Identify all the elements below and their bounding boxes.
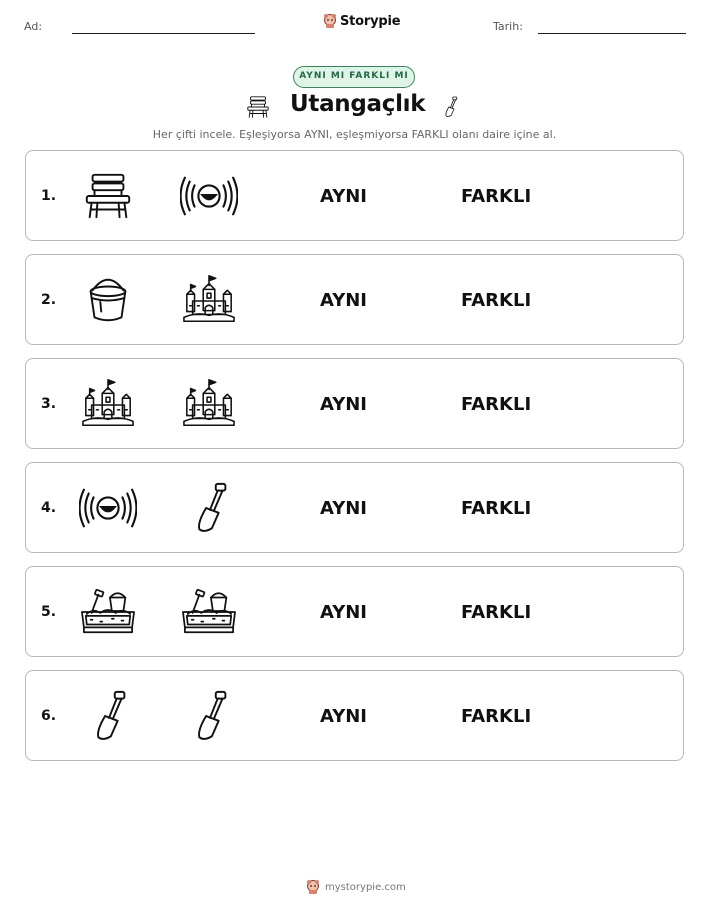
option-different[interactable]: FARKLI [461,498,532,519]
brand-logo [323,13,400,29]
exercise-row-5 [25,566,684,657]
exercise-row-1 [25,150,684,241]
footer-site[interactable]: mystorypie.com [325,881,406,893]
exercise-row-4 [25,462,684,553]
title-row [0,91,709,125]
row-number: 6. [41,708,57,724]
exercise-row-6 [25,670,684,761]
option-different[interactable]: FARKLI [461,602,532,623]
exercise-row-3 [25,358,684,449]
shovel-icon [438,91,462,123]
option-different[interactable]: FARKLI [461,290,532,311]
row-number: 5. [41,604,57,620]
date-label: Tarih: [493,20,523,33]
sound-icon [79,481,137,535]
row-number: 3. [41,396,57,412]
sandbox-icon [180,585,238,639]
sandbox-icon [79,585,137,639]
storypie-mascot-icon [323,13,337,29]
footer [306,879,406,895]
instructions: Her çifti incele. Eşleşiyorsa AYNI, eşleşmiyorsa FARKLI olanı daire içine al. [152,128,557,141]
shovel-icon [180,689,238,743]
row-number: 1. [41,188,57,204]
row-number: 2. [41,292,57,308]
name-label: Ad: [24,20,43,33]
shovel-icon [79,689,137,743]
option-different[interactable]: FARKLI [461,394,532,415]
option-same[interactable]: AYNI [320,394,368,415]
bench-icon [244,94,272,120]
sandcastle-icon [79,377,137,431]
storypie-mascot-icon [306,879,320,895]
sandcastle-icon [180,377,238,431]
option-same[interactable]: AYNI [320,290,368,311]
option-different[interactable]: FARKLI [461,186,532,207]
option-same[interactable]: AYNI [320,498,368,519]
option-same[interactable]: AYNI [320,186,368,207]
bench-icon [79,169,137,223]
date-field[interactable] [538,33,686,34]
bucket-icon [79,273,137,327]
brand-name: Storypie [340,13,401,29]
worksheet-type-badge: AYNI MI FARKLI MI [293,66,415,88]
option-same[interactable]: AYNI [320,706,368,727]
option-different[interactable]: FARKLI [461,706,532,727]
exercise-row-2 [25,254,684,345]
sandcastle-icon [180,273,238,327]
page-title: Utangaçlık [290,91,426,117]
sound-icon [180,169,238,223]
name-field[interactable] [72,33,255,34]
shovel-icon [180,481,238,535]
row-number: 4. [41,500,57,516]
option-same[interactable]: AYNI [320,602,368,623]
